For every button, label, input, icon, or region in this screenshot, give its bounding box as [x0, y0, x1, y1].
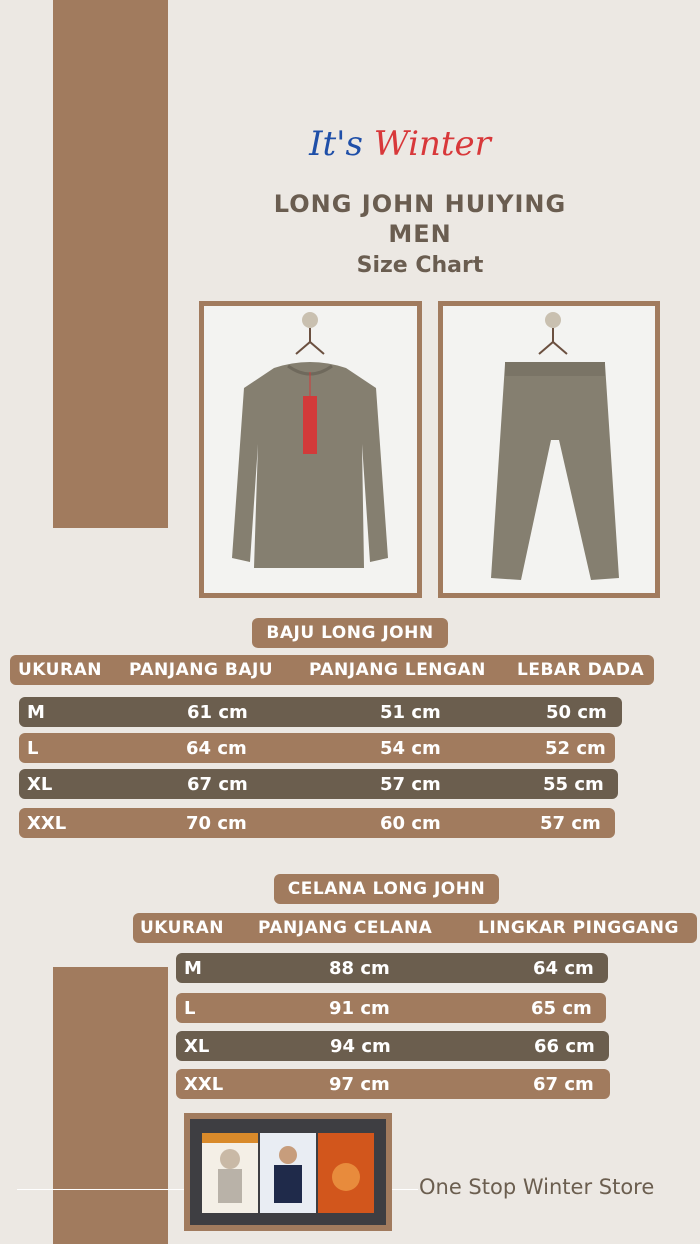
footer-divider-right — [392, 1189, 418, 1190]
pants-photo — [438, 301, 660, 598]
celana-size: XL — [184, 1035, 210, 1057]
celana-lingkar-pinggang: 66 cm — [534, 1035, 595, 1057]
baju-lebar-dada: 57 cm — [540, 812, 601, 834]
baju-panjang-lengan: 60 cm — [380, 812, 441, 834]
baju-size: L — [27, 737, 39, 759]
baju-header-ukuran: UKURAN — [18, 660, 102, 680]
baju-size: M — [27, 701, 45, 723]
table-row — [19, 733, 615, 763]
table-row — [176, 1069, 610, 1099]
celana-header-panjang-celana: PANJANG CELANA — [258, 918, 433, 938]
page-subtitle: MEN — [388, 220, 452, 248]
baju-panjang-lengan: 54 cm — [380, 737, 441, 759]
baju-lebar-dada: 55 cm — [543, 773, 604, 795]
celana-size: M — [184, 957, 202, 979]
baju-panjang-lengan: 57 cm — [380, 773, 441, 795]
baju-header-panjang-baju: PANJANG BAJU — [129, 660, 274, 680]
baju-panjang-baju: 67 cm — [187, 773, 248, 795]
celana-header-ukuran: UKURAN — [140, 918, 224, 938]
celana-lingkar-pinggang: 67 cm — [533, 1073, 594, 1095]
table-row — [176, 953, 608, 983]
footer-divider-left — [17, 1189, 184, 1190]
celana-header-row — [133, 913, 697, 943]
celana-lingkar-pinggang: 64 cm — [533, 957, 594, 979]
celana-panjang-celana: 88 cm — [329, 957, 390, 979]
shirt-photo — [199, 301, 422, 598]
shirt-illustration — [204, 306, 417, 593]
brand-its: It's — [309, 124, 363, 164]
table-row — [176, 993, 606, 1023]
baju-panjang-baju: 64 cm — [186, 737, 247, 759]
baju-section-label: BAJU LONG JOHN — [252, 618, 448, 648]
celana-header-lingkar-pinggang: LINGKAR PINGGANG — [478, 918, 679, 938]
footer-tagline: One Stop Winter Store — [419, 1175, 655, 1199]
table-row — [19, 769, 618, 799]
celana-section-label: CELANA LONG JOHN — [274, 874, 499, 904]
celana-panjang-celana: 97 cm — [329, 1073, 390, 1095]
pants-illustration — [443, 306, 655, 593]
baju-header-row — [10, 655, 654, 685]
baju-header-panjang-lengan: PANJANG LENGAN — [309, 660, 486, 680]
product-box-photo — [184, 1113, 392, 1231]
table-row — [19, 697, 622, 727]
size-chart-heading: Size Chart — [356, 253, 484, 278]
decorative-bar-bottom — [53, 967, 168, 1244]
baju-panjang-baju: 70 cm — [186, 812, 247, 834]
celana-panjang-celana: 94 cm — [330, 1035, 391, 1057]
table-row — [176, 1031, 609, 1061]
baju-lebar-dada: 50 cm — [546, 701, 607, 723]
celana-size: L — [184, 997, 196, 1019]
product-boxes-illustration — [190, 1119, 386, 1225]
celana-panjang-celana: 91 cm — [329, 997, 390, 1019]
celana-lingkar-pinggang: 65 cm — [531, 997, 592, 1019]
baju-size: XL — [27, 773, 53, 795]
page-title: LONG JOHN HUIYING — [273, 190, 567, 218]
brand-winter: Winter — [373, 124, 491, 164]
baju-size: XXL — [27, 812, 67, 834]
brand-logo — [0, 124, 700, 164]
celana-size: XXL — [184, 1073, 224, 1095]
baju-header-lebar-dada: LEBAR DADA — [517, 660, 645, 680]
baju-panjang-baju: 61 cm — [187, 701, 248, 723]
baju-lebar-dada: 52 cm — [545, 737, 606, 759]
baju-panjang-lengan: 51 cm — [380, 701, 441, 723]
table-row — [19, 808, 615, 838]
